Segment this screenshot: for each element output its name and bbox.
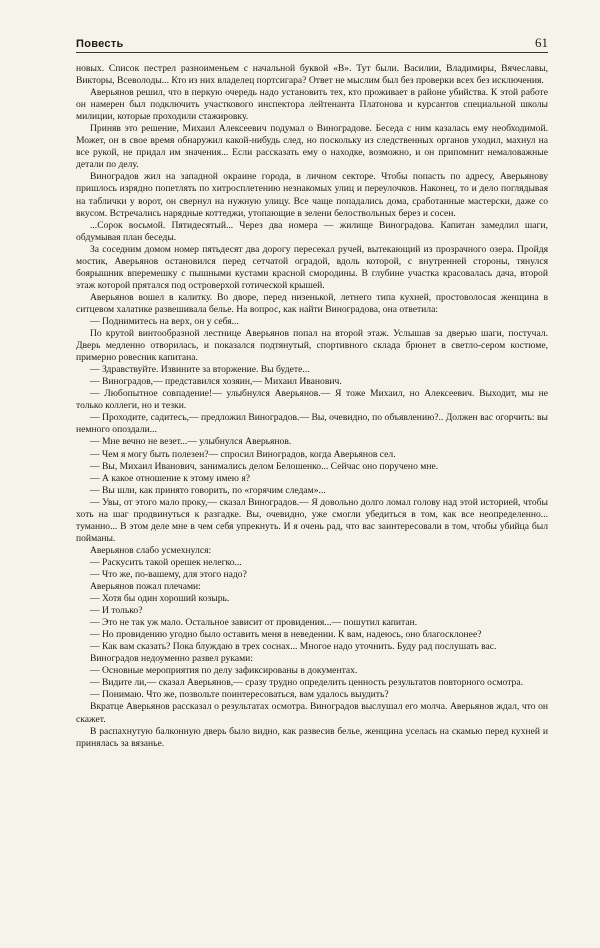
paragraph: — Но провидению угодно было оставить меня в неведении. К вам, надеюсь, оно благосклонее? (90, 629, 482, 641)
paragraph: — Видите ли,— сказал Аверьянов,— сразу трудно определить ценность результатов повторного осмотра. (90, 677, 523, 689)
paragraph: — Что же, по-вашему, для этого надо? (90, 568, 247, 580)
paragraph: Аверьянов слабо усмехнулся: (90, 544, 212, 556)
running-head: Повесть (76, 38, 124, 50)
paragraph: — Увы, от этого мало проку,— сказал Виноградов.— Я довольно долго ломал голову над этой историей, чтобы хоть на шаг продвинуться к разгадке. Вы, очевидно, уже смогли убедиться в том, как все неопределенно... туманно... В этом деле мне в чем себя упрекнуть. И я очень рад, что вас заинтересовали в том, чтобы убийца был пойманы. (76, 496, 548, 544)
paragraph: Аверьянов вошел в калитку. Во дворе, перед низенькой, летнего типа кухней, простоволосая женщина в ситцевом халатике развешивала белье. На вопрос, как найти Виноградова, она ответила: (76, 291, 548, 315)
paragraph: — Понимаю. Что же, позвольте поинтересоваться, вам удалось выудить? (90, 689, 389, 701)
paragraph: Виноградов недоуменно развел руками: (90, 653, 253, 665)
paragraph: — Здравствуйте. Извините за вторжение. Вы будете... (90, 364, 310, 376)
paragraph: По крутой винтообразной лестнице Аверьянов попал на второй этаж. Услышав за дверью шаги, постучал. Дверь медленно отворилась, и показался подтянутый, спортивного склада брюнет в светло-сером костюме, примерно ровесник капитана. (76, 328, 548, 364)
paragraph: Виноградов жил на западной окраине города, в личном секторе. Чтобы попасть по адресу, Аверьянову пришлось изрядно попетлять по хитросплетению незнакомых улиц и переулочков. Наконец, то и дело поглядывая на таблички у ворот, он свернул на нужную улицу. Все чаще попадались дома, сработанные мастерски, даже со вкусом. Встречались нарядные коттеджи, утопающие в зелени белоствольных берез и сосен. (76, 171, 548, 219)
paragraph: — Вы, Михаил Иванович, занимались делом Белошенко... Сейчас оно поручено мне. (90, 460, 439, 472)
paragraph: — Вы шли, как принято говорить, по «горячим следам»... (90, 484, 326, 496)
page-header (76, 30, 548, 53)
paragraph: — Чем я могу быть полезен?— спросил Виноградов, когда Аверьянов сел. (90, 448, 396, 460)
body-text (76, 63, 548, 750)
paragraph: — Раскусить такой орешек нелегко... (90, 556, 242, 568)
paragraph: Аверьянов решил, что в перкую очередь надо установить тех, кто проживает в районе убийства. К этой работе он намерен был подключить участкового инспектора лейтенанта Платонова и курсантов специальной школы милиции, которые проходили стажировку. (76, 87, 548, 123)
paragraph: — Виноградов,— представился хозяин,— Михаил Иванович. (90, 376, 342, 388)
paragraph: В распахнутую балконную дверь было видно, как развесив белье, женщина уселась на скамью перед кухней и принялась за вязанье. (76, 725, 548, 749)
paragraph: — А какое отношение к этому имею я? (90, 472, 251, 484)
paragraph: — Поднимитесь на верх, он у себя... (90, 315, 239, 327)
paragraph: — Основные мероприятия по делу зафиксированы в документах. (90, 665, 358, 677)
paragraph: — Проходите, садитесь,— предложил Виноградов.— Вы, очевидно, по объявлению?.. Должен вас огорчить: вы немного опоздали... (76, 412, 548, 436)
paragraph: — Как вам сказать? Пока блуждаю в трех соснах... Многое надо уточнить. Буду рад послушать вас. (90, 641, 497, 653)
paragraph: — Это не так уж мало. Остальное зависит от провидения...— пошутил капитан. (90, 617, 418, 629)
paragraph: За соседним домом номер пятьдесят два дорогу пересекал ручей, вытекающий из прозрачного озера. Пройдя мостик, Аверьянов остановился перед сетчатой оградой, вдоль которой, с внутренней стороны, тянулся боярышник вперемешку с пышными кустами красной смородины. В глубине участка красовалась дача, второй этаж которой прятался под островерхой готической крышей. (76, 243, 548, 291)
page-number: 61 (535, 35, 548, 50)
paragraph: ...Сорок восьмой. Пятидесятый... Через два номера — жилище Виноградова. Капитан замедлил шаги, обдумывая план беседы. (76, 219, 548, 243)
paragraph: — Хотя бы один хороший козырь. (90, 593, 230, 605)
paragraph: — И только? (90, 605, 143, 617)
paragraph: Аверьянов пожал плечами: (90, 581, 201, 593)
paragraph: Вкратце Аверьянов рассказал о результатах осмотра. Виноградов выслушал его молча. Аверьянов ждал, что он скажет. (76, 701, 548, 725)
paragraph: Приняв это решение, Михаил Алексеевич подумал о Виноградове. Беседа с ним казалась ему необходимой. Может, он в свое время обнаружил какой-нибудь след, но поскольку из следственных органов уходил, махнул на все рукой, не придал им значения... Если рассказать ему о находке, возможно, и он припомнит немаловажные детали по делу. (76, 123, 548, 171)
paragraph: — Любопытное совпадение!— улыбнулся Аверьянов.— Я тоже Михаил, но Алексеевич. Выходит, мы не только коллеги, но и тезки. (76, 388, 548, 412)
paragraph: новых. Список пестрел разноименьем с начальной буквой «В». Тут были. Василии, Владимиры, Вячеславы, Викторы, Всеволоды... Кто из них владелец портсигара? Ответ не мыслим был без проверки всех без исключения. (76, 63, 548, 87)
paragraph: — Мне вечно не везет...— улыбнулся Аверьянов. (90, 436, 292, 448)
